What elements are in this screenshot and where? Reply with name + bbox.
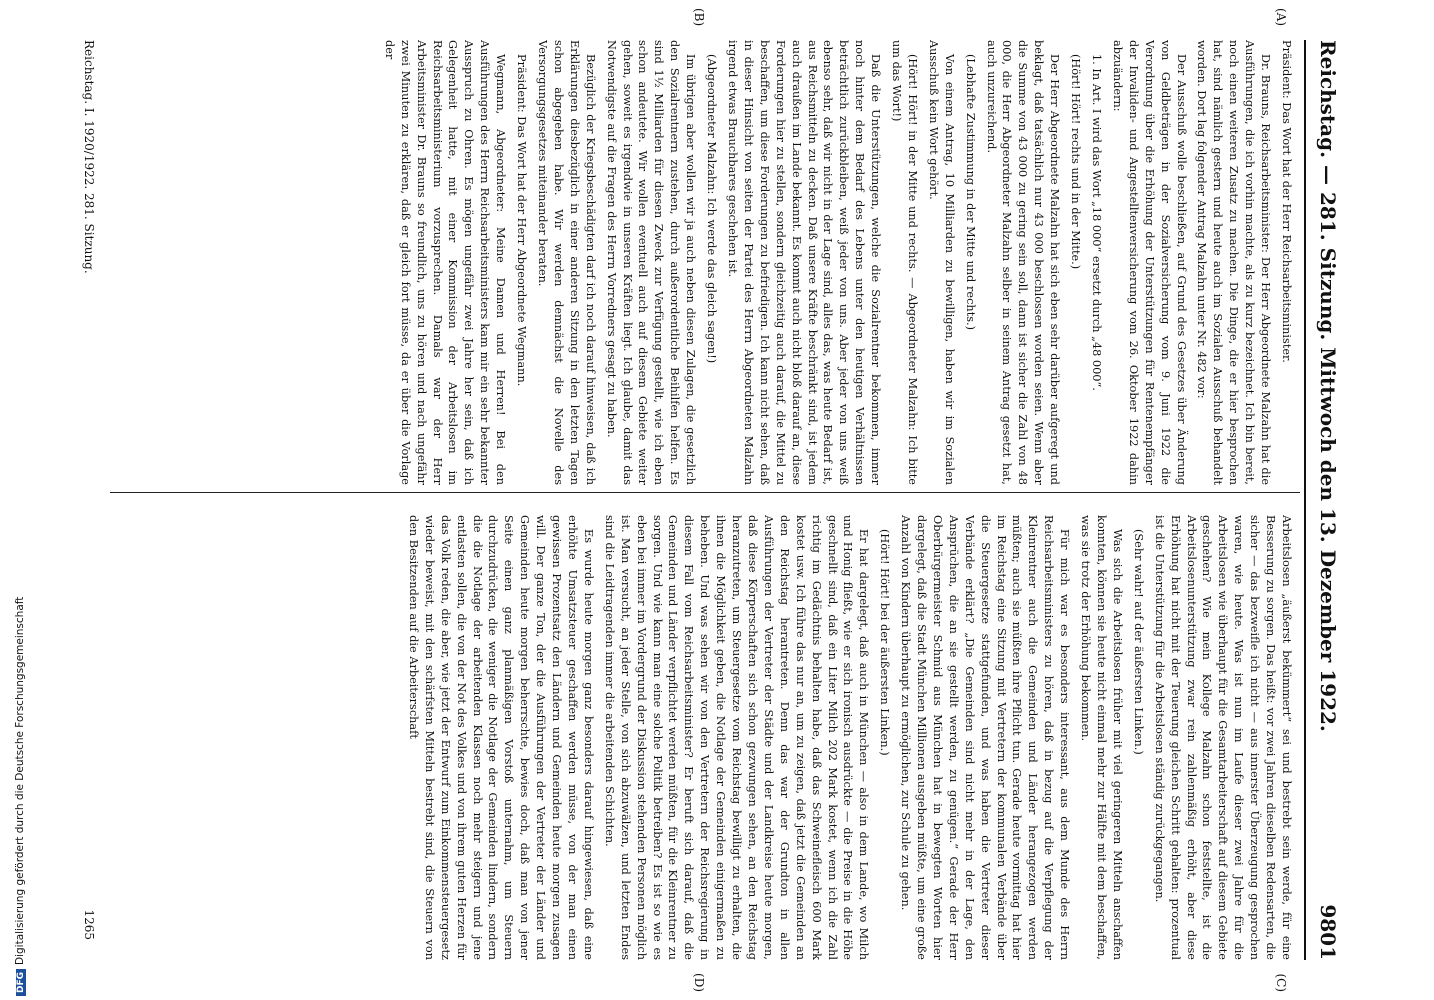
paragraph: Im übrigen aber wollen wir ja auch neben diesen Zulagen, die gesetzlich den Sozialrentnern zustehen, durch außerordentliche Beihilfen helfen. Es sind 1½ Milliarden für diesen Zweck zur Verfügung gestellt, wie ich eben schon andeutete. Wir wollen eventuell auch auf diesem Gebiete weiter gehen, soweit es irgendwie in unseren Kräften liegt. Ich glaube, damit das Notwendigste auf die Fragen des Herrn Vorredners gesagt zu haben. (604, 40, 698, 485)
footer-number: 1265 (82, 909, 96, 940)
paragraph: Es wurde heute morgen ganz besonders darauf hingewiesen, daß eine erhöhte Umsatzsteuer geschaffen werden müsse, von der man einen gewissen Prozentsatz den Ländern und Gemeinden heute morgen zusagen will. Der ganze Ton, der die Ausführungen der Vertreter der Länder und Gemeinden heute morgen beherrschte, bewies doch, daß man von jener Seite einen ganz planmäßigen Vorstoß unternahm, um Steuern durchzudrücken, die weniger die Notlage der Gemeinden lindern, sondern die die Notlage der arbeitenden Klassen noch mehr steigern und jene entlasten sollen, die von der Not des Volkes und von ihrem guten Herzen für das Volk reden, die aber, wie jetzt der Entwurf zum Einkommensteuergesetz wieder beweist, mit den schärfsten Mitteln bestrebt sind, die Steuern von den Besitzenden auf die Arbeiterschaft (406, 515, 595, 960)
paragraph: Der Ausschuß wolle beschließen, auf Grund des Gesetzes über Änderung von Geldbeträgen in der Sozialversicherung vom 9. Juni 1922 die Verordnung über die Erhöhung der Unterstützungen für Rentenempfänger der Invaliden- und Angestelltenversicherung vom 26. Oktober 1922 dahin abzuändern: (1110, 40, 1188, 485)
margin-marker-c: (C) (1274, 973, 1288, 992)
interjection: (Sehr wahr! auf der äußersten Linken.) (1131, 529, 1145, 755)
header-rule (1304, 40, 1306, 960)
paragraph: Wegmann, Abgeordneter: Meine Damen und Herren! Bei den Ausführungen des Herrn Reichsarbeitsministers kam mir ein sehr bekannter Ausspruch zu Ohren. Es mögen ungefähr zwei Jahre her sein, daß ich Gelegenheit hatte, mit einer Kommission der Arbeitslosen im Reichsarbeitsministerium vorzusprechen. Damals war der Herr Arbeitsminister Dr. Brauns so freundlich, uns zu hören und nach ungefähr zwei Minuten zu erklären, daß er gleich fort müsse, da er über die Vorlage der (382, 40, 508, 485)
paragraph: Präsident: Das Wort hat der Herr Abgeordnete Wegmann. (515, 54, 529, 387)
paragraph: Präsident: Das Wort hat der Herr Reichsarbeitsminister. (1280, 40, 1293, 363)
paragraph: Für mich war es besonders interessant, aus dem Munde des Herrn Reichsarbeitsministers zu hören, daß in bezug auf die Verpflegung der Kleinrentner auch die Gemeinden und Länder herangezogen werden müßten; auch sie müßten ihre Pflicht tun. Gerade heute vormittag hat hier im Reichstag eine Sitzung mit Vertretern der kommunalen Verbände über die Steuergesetze stattgefunden, und was haben die Vertreter dieser Verbände erklärt? „Die Gemeinden sind nicht mehr in der Lage, den Ansprüchen, die an sie gestellt werden, zu genügen.“ Gerade der Herr Oberbürgermeister Schmid aus München hat in bewegten Worten hier dargelegt, daß die Stadt München Millionen ausgeben müßte, um eine große Anzahl von Kindern überhaupt zu ermöglichen, zur Schule zu gehen. (899, 515, 1072, 960)
paragraph: Dr. Brauns, Reichsarbeitsminister: Der Herr Abgeordnete Malzahn hat die Ausführungen, die ich vorhin machte, als zu kurz bezeichnet. Ich bin bereit, noch einen weiteren Zusatz zu machen. Die Dinge, die er hier besprochen hat, sind nämlich gestern und heute auch im Sozialen Ausschuß behandelt worden. Dort lag folgender Antrag Malzahn unter Nr. 482 vor: (1195, 40, 1273, 485)
interjection: (Lebhafte Zustimmung in der Mitte und rechts.) (963, 54, 977, 331)
right-column (104, 515, 1294, 960)
credit-text: Digitalisierung gefördert durch die Deutsche Forschungsgemeinschaft (14, 596, 26, 965)
dfg-logo-icon: DFG (16, 969, 26, 996)
paragraph: Daß die Unterstützungen, welche die Sozialrentner bekommen, immer noch hinter dem Bedarf des Lebens unter den heutigen Verhältnissen beträchtlich zurückbleiben, weiß jeder von uns. Aber jeder von uns weiß ebenso sehr, daß wir nicht in der Lage sind, alles das, was heute Bedarf ist, aus Reichsmitteln zu decken. Daß unsere Kräfte beschränkt sind, ist jedem auch draußen im Lande bekannt. Es kommt auch nicht bloß darauf an, diese Forderungen hier zu stellen, sondern gleichzeitig auch darauf, die Mittel zu beschaffen, um diese Forderungen zu befriedigen. Ich kann nicht sehen, daß in dieser Hinsicht von seiten der Partei des Herrn Abgeordneten Malzahn irgend etwas Brauchbares geschehen ist. (726, 40, 883, 485)
scanned-page (46, 0, 1366, 1000)
margin-marker-a: (A) (1274, 8, 1288, 27)
paragraph: Von einem Antrag, 10 Milliarden zu bewilligen, haben wir im Sozialen Ausschuß kein Wort gehört. (926, 40, 956, 485)
margin-marker-d: (D) (692, 973, 706, 992)
digitization-credit (14, 597, 26, 996)
paragraph: Arbeitslosen „äußerst bekümmert“ sei und bestrebt sein werde, für eine Besserung zu sorgen. Das heißt: vor zwei Jahren dieselben Redensarten, die sicher — das bezweifle ich nicht — aus innerster Überzeugung gesprochen waren, wie heute. Was ist nun im Laufe dieser zwei Jahre für die Arbeitslosen wie überhaupt für die Gesamtarbeiterschaft auf diesem Gebiete geschehen? Wie mein Kollege Malzahn schon feststellte, ist die Arbeitslosenunterstützung zwar rein zahlenmäßig erhöht, aber diese Erhöhung hat nicht mit der Teuerung gleichen Schritt gehalten: prozentual ist die Unterstützung für die Arbeitslosen ständig zurückgegangen. (1152, 515, 1293, 960)
interjection: (Hört! Hört! in der Mitte und rechts. — Abgeordneter Malzahn: Ich bitte um das Wort!) (890, 40, 919, 485)
paragraph: Der Herr Abgeordnete Malzahn hat sich eben sehr darüber aufgeregt und beklagt, daß tatsächlich nur 43 000 beschlossen worden seien. Wenn aber die Summe von 43 000 zu gering sein soll, dann ist sicher die Zahl von 48 000, die Herr Abgeordneter Malzahn selber in seinem Antrag gesetzt hat, auch unzureichend. (984, 40, 1062, 485)
page-header (1314, 40, 1346, 960)
paragraph: Bezüglich der Kriegsbeschädigten darf ich noch darauf hinweisen, daß ich Erklärungen diesbezüglich in einer anderen Sitzung in den letzten Tagen schon abgegeben habe. Wir werden demnächst die Novelle des Versorgungsgesetzes miteinander beraten. (536, 40, 597, 485)
interjection: (Hört! Hört! bei der äußersten Linken.) (878, 529, 892, 756)
interjection: (Abgeordneter Malzahn: Ich werde das gleich sagen!) (705, 54, 719, 364)
margin-marker-b: (B) (692, 8, 706, 27)
column-divider (110, 492, 1300, 493)
page-number: 9801 (1316, 904, 1340, 960)
left-column (104, 40, 1294, 485)
footer-signature: Reichstag. I. 1920/1922. 281. Sitzung. (82, 40, 96, 274)
paragraph: 1. In Art. I wird das Wort „18 000“ ersetzt durch „48 000“. (1090, 54, 1104, 391)
interjection: (Hört! Hört! rechts und in der Mitte.) (1069, 54, 1083, 270)
paragraph: Was sich die Arbeitslosen früher mit viel geringeren Mitteln anschaffen konnten, können sie heute nicht einmal mehr zur Hälfte mit dem beschaffen, was sie trotz der Erhöhung bekommen. (1079, 515, 1124, 960)
running-title: Reichstag. — 281. Sitzung. Mittwoch den 13. Dezember 1922. (1316, 40, 1340, 732)
paragraph: Er hat dargelegt, daß auch in München — also in dem Lande, wo Milch und Honig fließt, wie er sich ironisch ausdrückte — die Preise in die Höhe geschnellt sind, daß ein Liter Milch 202 Mark kostet, wenn ich die Zahl richtig im Gedächtnis behalten habe, daß das Schweinefleisch 600 Mark kostet usw. Ich führe das nur an, um zu zeigen, daß jetzt die Gemeinden an den Reichstag herantreten. Denn das war der Grundton in allen Ausführungen der Vertreter der Städte und der Landkreise heute morgen, daß diese Körperschaften sich schon gezwungen sehen, an den Reichstag heranzutreten, um Steuergesetze vom Reichstag bewilligt zu erhalten, die ihnen die Möglichkeit geben, die Notlage der Gemeinden einigermaßen zu beheben. Und was sehen wir von den Vertretern der Reichsregierung in diesem Fall vom Reichsarbeitsminister? Er beruft sich darauf, daß die Gemeinden und Länder verpflichtet werden müßten, für die Kleinrentner zu sorgen. Und wie kann man eine solche Politik betreiben? Es ist so wie es eben bei immer im Vordergrund der Diskussion stehenden Personen möglich ist. Man versucht, an jeder Stelle, von sich abzuwälzen, und letzten Endes sind die Leidtragenden immer die arbeitenden Schichten. (602, 515, 871, 960)
